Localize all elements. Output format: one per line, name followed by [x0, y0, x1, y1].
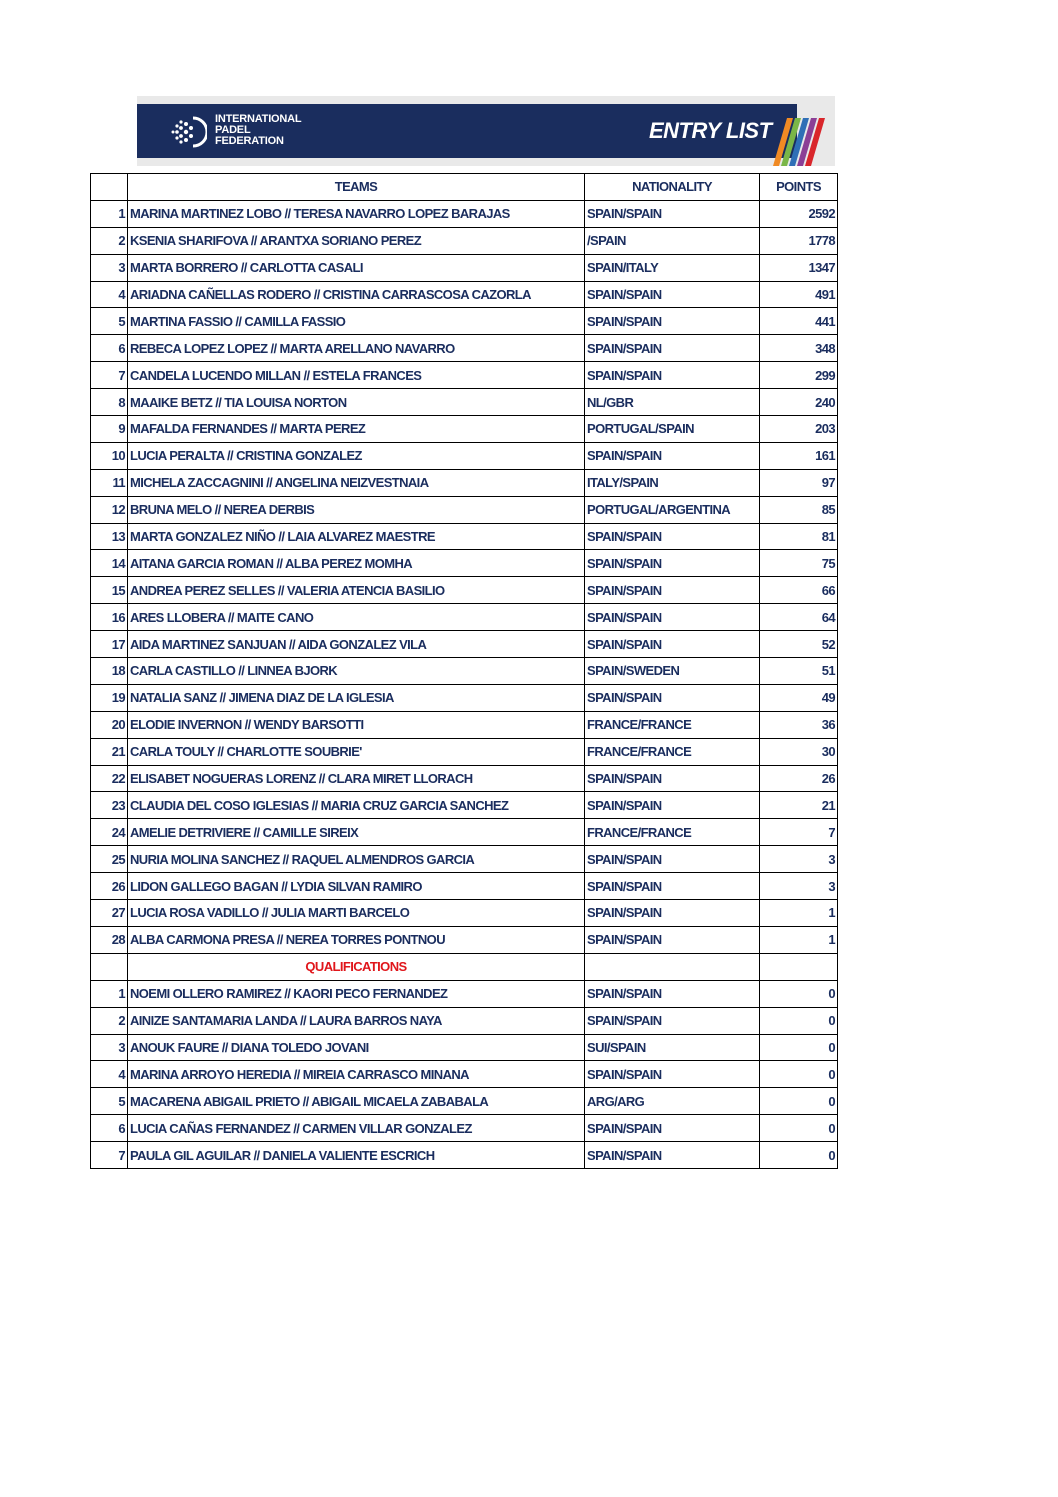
org-line-1: INTERNATIONAL [215, 113, 302, 125]
points-cell: 21 [760, 792, 838, 819]
table-row [91, 765, 838, 792]
nationality-cell: SPAIN/ITALY [585, 254, 760, 281]
nationality-cell: ITALY/SPAIN [585, 469, 760, 496]
team-cell: ALBA CARMONA PRESA // NEREA TORRES PONTNOU [128, 926, 585, 953]
rank-cell: 6 [91, 1115, 128, 1142]
nationality-cell: SPAIN/SPAIN [585, 900, 760, 927]
nationality-cell: SPAIN/SPAIN [585, 281, 760, 308]
table-row [91, 792, 838, 819]
team-cell: KSENIA SHARIFOVA // ARANTXA SORIANO PEREZ [128, 227, 585, 254]
table-row [91, 362, 838, 389]
points-cell: 0 [760, 1115, 838, 1142]
team-cell: AINIZE SANTAMARIA LANDA // LAURA BARROS NAYA [128, 1007, 585, 1034]
points-cell: 81 [760, 523, 838, 550]
nationality-cell: FRANCE/FRANCE [585, 711, 760, 738]
rank-cell: 5 [91, 308, 128, 335]
rank-cell: 22 [91, 765, 128, 792]
points-cell: 64 [760, 604, 838, 631]
nationality-cell: SPAIN/SPAIN [585, 335, 760, 362]
team-cell: CANDELA LUCENDO MILLAN // ESTELA FRANCES [128, 362, 585, 389]
nationality-cell: SPAIN/SPAIN [585, 684, 760, 711]
points-cell: 97 [760, 469, 838, 496]
team-cell: MARTA GONZALEZ NIÑO // LAIA ALVAREZ MAESTRE [128, 523, 585, 550]
table-row [91, 577, 838, 604]
points-cell: 26 [760, 765, 838, 792]
nationality-cell: SPAIN/SPAIN [585, 523, 760, 550]
table-row [91, 711, 838, 738]
col-header-nationality: NATIONALITY [585, 174, 760, 201]
points-cell: 161 [760, 442, 838, 469]
nationality-cell: ARG/ARG [585, 1088, 760, 1115]
points-cell: 3 [760, 846, 838, 873]
team-cell: PAULA GIL AGUILAR // DANIELA VALIENTE ESCRICH [128, 1142, 585, 1169]
table-row [91, 416, 838, 443]
rank-cell: 26 [91, 873, 128, 900]
team-cell: AIDA MARTINEZ SANJUAN // AIDA GONZALEZ VILA [128, 631, 585, 658]
federation-logo-icon [167, 114, 207, 150]
section-nat-cell [585, 953, 760, 980]
nationality-cell: SPAIN/SPAIN [585, 442, 760, 469]
nationality-cell: SPAIN/SPAIN [585, 846, 760, 873]
section-pts-cell [760, 953, 838, 980]
points-cell: 0 [760, 1061, 838, 1088]
table-row [91, 200, 838, 227]
team-cell: LUCIA ROSA VADILLO // JULIA MARTI BARCELO [128, 900, 585, 927]
team-cell: CARLA TOULY // CHARLOTTE SOUBRIE' [128, 738, 585, 765]
points-cell: 441 [760, 308, 838, 335]
rank-cell: 20 [91, 711, 128, 738]
team-cell: NOEMI OLLERO RAMIREZ // KAORI PECO FERNANDEZ [128, 980, 585, 1007]
points-cell: 240 [760, 389, 838, 416]
qualification-entries [91, 980, 838, 1168]
team-cell: NURIA MOLINA SANCHEZ // RAQUEL ALMENDROS GARCIA [128, 846, 585, 873]
table-row [91, 227, 838, 254]
table-row [91, 469, 838, 496]
rank-cell: 3 [91, 254, 128, 281]
points-cell: 66 [760, 577, 838, 604]
table-row [91, 819, 838, 846]
nationality-cell: SPAIN/SPAIN [585, 550, 760, 577]
rank-cell: 11 [91, 469, 128, 496]
rank-cell: 7 [91, 362, 128, 389]
table-row [91, 496, 838, 523]
nationality-cell: SPAIN/SPAIN [585, 1061, 760, 1088]
nationality-cell: SPAIN/SPAIN [585, 873, 760, 900]
nationality-cell: SPAIN/SPAIN [585, 765, 760, 792]
rank-cell: 8 [91, 389, 128, 416]
team-cell: MAFALDA FERNANDES // MARTA PEREZ [128, 416, 585, 443]
org-line-3: FEDERATION [215, 135, 284, 147]
table-row [91, 658, 838, 685]
col-header-points: POINTS [760, 174, 838, 201]
section-num-cell [91, 953, 128, 980]
header-banner [137, 96, 835, 166]
table-row [91, 684, 838, 711]
points-cell: 75 [760, 550, 838, 577]
qualifications-section [91, 953, 838, 980]
rank-cell: 14 [91, 550, 128, 577]
nationality-cell: SPAIN/SPAIN [585, 1007, 760, 1034]
header-row [91, 174, 838, 201]
nationality-cell: /SPAIN [585, 227, 760, 254]
nationality-cell: SPAIN/SPAIN [585, 926, 760, 953]
team-cell: REBECA LOPEZ LOPEZ // MARTA ARELLANO NAVARRO [128, 335, 585, 362]
table-row [91, 1088, 838, 1115]
points-cell: 348 [760, 335, 838, 362]
section-row [91, 953, 838, 980]
rank-cell: 16 [91, 604, 128, 631]
team-cell: AITANA GARCIA ROMAN // ALBA PEREZ MOMHA [128, 550, 585, 577]
points-cell: 0 [760, 1034, 838, 1061]
team-cell: ARES LLOBERA // MAITE CANO [128, 604, 585, 631]
nationality-cell: SPAIN/SPAIN [585, 308, 760, 335]
rank-cell: 27 [91, 900, 128, 927]
rank-cell: 1 [91, 980, 128, 1007]
points-cell: 0 [760, 1088, 838, 1115]
decorative-stripes [767, 118, 827, 166]
nationality-cell: SPAIN/SPAIN [585, 980, 760, 1007]
table-row [91, 738, 838, 765]
table-row [91, 308, 838, 335]
points-cell: 2592 [760, 200, 838, 227]
col-header-num [91, 174, 128, 201]
rank-cell: 12 [91, 496, 128, 523]
points-cell: 3 [760, 873, 838, 900]
rank-cell: 3 [91, 1034, 128, 1061]
rank-cell: 17 [91, 631, 128, 658]
rank-cell: 7 [91, 1142, 128, 1169]
nationality-cell: SPAIN/SPAIN [585, 1142, 760, 1169]
banner-bar [137, 104, 797, 158]
col-header-teams: TEAMS [128, 174, 585, 201]
nationality-cell: PORTUGAL/SPAIN [585, 416, 760, 443]
rank-cell: 4 [91, 281, 128, 308]
table-row [91, 254, 838, 281]
team-cell: NATALIA SANZ // JIMENA DIAZ DE LA IGLESIA [128, 684, 585, 711]
table-row [91, 442, 838, 469]
points-cell: 0 [760, 1007, 838, 1034]
nationality-cell: SPAIN/SPAIN [585, 200, 760, 227]
table-row [91, 335, 838, 362]
table-row [91, 604, 838, 631]
points-cell: 203 [760, 416, 838, 443]
table-row [91, 1034, 838, 1061]
points-cell: 36 [760, 711, 838, 738]
rank-cell: 28 [91, 926, 128, 953]
rank-cell: 15 [91, 577, 128, 604]
team-cell: LUCIA PERALTA // CRISTINA GONZALEZ [128, 442, 585, 469]
points-cell: 491 [760, 281, 838, 308]
points-cell: 1 [760, 926, 838, 953]
points-cell: 1 [760, 900, 838, 927]
points-cell: 52 [760, 631, 838, 658]
nationality-cell: SPAIN/SPAIN [585, 631, 760, 658]
team-cell: MARTINA FASSIO // CAMILLA FASSIO [128, 308, 585, 335]
page-title: ENTRY LIST [649, 118, 772, 143]
nationality-cell: PORTUGAL/ARGENTINA [585, 496, 760, 523]
table-row [91, 523, 838, 550]
points-cell: 30 [760, 738, 838, 765]
team-cell: ELODIE INVERNON // WENDY BARSOTTI [128, 711, 585, 738]
org-line-2: PADEL [215, 124, 251, 136]
org-name [215, 114, 301, 147]
nationality-cell: SPAIN/SWEDEN [585, 658, 760, 685]
rank-cell: 18 [91, 658, 128, 685]
rank-cell: 9 [91, 416, 128, 443]
team-cell: ANOUK FAURE // DIANA TOLEDO JOVANI [128, 1034, 585, 1061]
rank-cell: 2 [91, 227, 128, 254]
rank-cell: 21 [91, 738, 128, 765]
rank-cell: 4 [91, 1061, 128, 1088]
nationality-cell: SPAIN/SPAIN [585, 792, 760, 819]
points-cell: 85 [760, 496, 838, 523]
nationality-cell: SPAIN/SPAIN [585, 604, 760, 631]
team-cell: ELISABET NOGUERAS LORENZ // CLARA MIRET LLORACH [128, 765, 585, 792]
rank-cell: 23 [91, 792, 128, 819]
table-row [91, 389, 838, 416]
nationality-cell: FRANCE/FRANCE [585, 819, 760, 846]
section-label: QUALIFICATIONS [128, 953, 585, 980]
table-row [91, 1007, 838, 1034]
nationality-cell: FRANCE/FRANCE [585, 738, 760, 765]
points-cell: 0 [760, 1142, 838, 1169]
main-entries [91, 200, 838, 953]
nationality-cell: SPAIN/SPAIN [585, 362, 760, 389]
table-row [91, 980, 838, 1007]
rank-cell: 19 [91, 684, 128, 711]
team-cell: CLAUDIA DEL COSO IGLESIAS // MARIA CRUZ GARCIA SANCHEZ [128, 792, 585, 819]
points-cell: 299 [760, 362, 838, 389]
nationality-cell: SUI/SPAIN [585, 1034, 760, 1061]
team-cell: MAAIKE BETZ // TIA LOUISA NORTON [128, 389, 585, 416]
table-row [91, 281, 838, 308]
table-row [91, 1142, 838, 1169]
rank-cell: 6 [91, 335, 128, 362]
team-cell: LUCIA CAÑAS FERNANDEZ // CARMEN VILLAR GONZALEZ [128, 1115, 585, 1142]
team-cell: MARTA BORRERO // CARLOTTA CASALI [128, 254, 585, 281]
entry-table [90, 173, 838, 1169]
points-cell: 1778 [760, 227, 838, 254]
points-cell: 7 [760, 819, 838, 846]
rank-cell: 13 [91, 523, 128, 550]
team-cell: MACARENA ABIGAIL PRIETO // ABIGAIL MICAELA ZABABALA [128, 1088, 585, 1115]
rank-cell: 5 [91, 1088, 128, 1115]
nationality-cell: NL/GBR [585, 389, 760, 416]
table-row [91, 550, 838, 577]
nationality-cell: SPAIN/SPAIN [585, 1115, 760, 1142]
table-row [91, 900, 838, 927]
points-cell: 51 [760, 658, 838, 685]
team-cell: LIDON GALLEGO BAGAN // LYDIA SILVAN RAMIRO [128, 873, 585, 900]
team-cell: CARLA CASTILLO // LINNEA BJORK [128, 658, 585, 685]
table-row [91, 873, 838, 900]
rank-cell: 24 [91, 819, 128, 846]
table-row [91, 1061, 838, 1088]
team-cell: AMELIE DETRIVIERE // CAMILLE SIREIX [128, 819, 585, 846]
nationality-cell: SPAIN/SPAIN [585, 577, 760, 604]
table-row [91, 631, 838, 658]
team-cell: MICHELA ZACCAGNINI // ANGELINA NEIZVESTNAIA [128, 469, 585, 496]
team-cell: MARINA MARTINEZ LOBO // TERESA NAVARRO LOPEZ BARAJAS [128, 200, 585, 227]
team-cell: ANDREA PEREZ SELLES // VALERIA ATENCIA BASILIO [128, 577, 585, 604]
table-row [91, 1115, 838, 1142]
team-cell: MARINA ARROYO HEREDIA // MIREIA CARRASCO MINANA [128, 1061, 585, 1088]
team-cell: ARIADNA CAÑELLAS RODERO // CRISTINA CARRASCOSA CAZORLA [128, 281, 585, 308]
points-cell: 49 [760, 684, 838, 711]
rank-cell: 10 [91, 442, 128, 469]
rank-cell: 1 [91, 200, 128, 227]
team-cell: BRUNA MELO // NEREA DERBIS [128, 496, 585, 523]
points-cell: 0 [760, 980, 838, 1007]
table-row [91, 926, 838, 953]
rank-cell: 25 [91, 846, 128, 873]
table-row [91, 846, 838, 873]
points-cell: 1347 [760, 254, 838, 281]
rank-cell: 2 [91, 1007, 128, 1034]
